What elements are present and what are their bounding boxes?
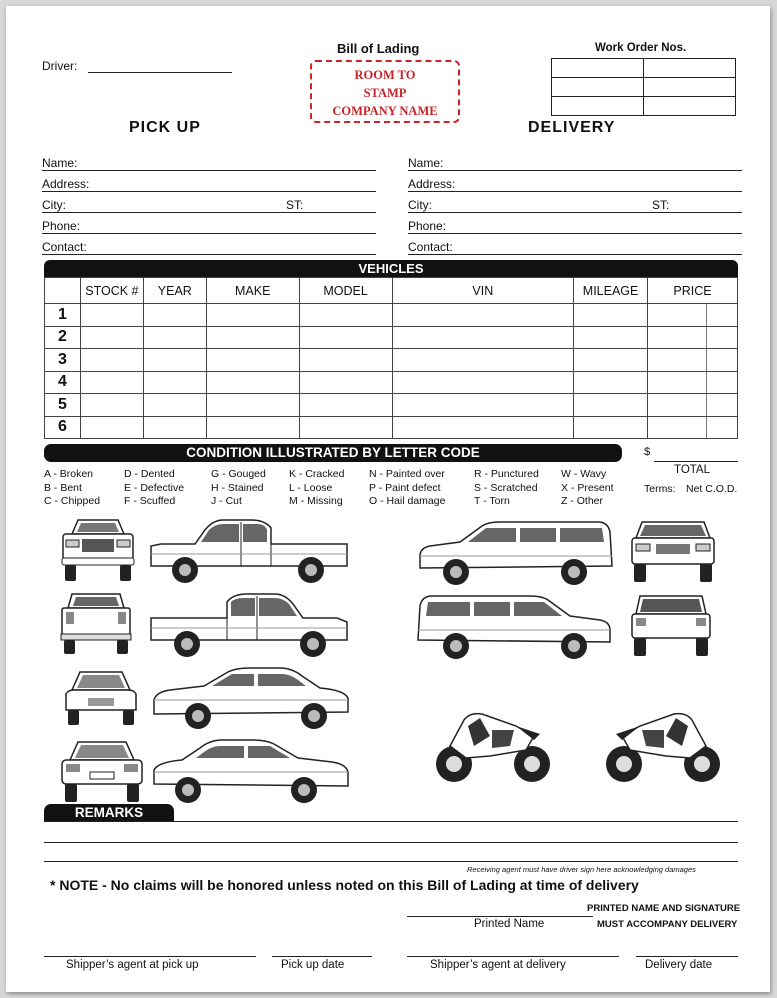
suv-side-view-icon bbox=[416, 518, 614, 588]
delivery-phone-label: Phone: bbox=[408, 219, 447, 233]
vehicle-cell[interactable] bbox=[574, 394, 648, 417]
pickup-heading: PICK UP bbox=[129, 119, 201, 136]
pickup-truck-front-view-icon bbox=[58, 516, 138, 584]
sedan-front-view-icon bbox=[62, 668, 140, 728]
condition-code-column bbox=[289, 468, 344, 509]
sedan-rear-view-icon bbox=[58, 738, 146, 806]
work-order-cell[interactable] bbox=[644, 78, 736, 97]
vehicle-cell[interactable] bbox=[206, 416, 299, 439]
work-order-cell[interactable] bbox=[552, 59, 644, 78]
terms-value: Net C.O.D. bbox=[686, 483, 738, 495]
condition-code: A - Broken bbox=[44, 468, 94, 480]
pickup-address-label: Address: bbox=[42, 177, 90, 191]
remarks-line[interactable] bbox=[44, 821, 738, 822]
vehicle-cell[interactable] bbox=[648, 349, 738, 372]
delivery-date-label: Delivery date bbox=[645, 959, 713, 971]
currency-symbol: $ bbox=[644, 446, 651, 458]
condition-heading: CONDITION ILLUSTRATED BY LETTER CODE bbox=[44, 444, 622, 462]
vehicle-cell[interactable] bbox=[299, 394, 392, 417]
vehicles-header-row bbox=[45, 278, 738, 304]
claims-note: * NOTE - No claims will be honored unless noted on this Bill of Lading at time of delivery bbox=[50, 877, 639, 893]
pickup-city-field[interactable] bbox=[42, 212, 376, 213]
delivery-date-field[interactable] bbox=[636, 956, 738, 957]
work-order-cell[interactable] bbox=[552, 97, 644, 116]
condition-code: C - Chipped bbox=[44, 495, 101, 507]
condition-code: R - Punctured bbox=[474, 468, 539, 480]
stamp-line: COMPANY NAME bbox=[332, 104, 438, 118]
pickup-phone-field[interactable] bbox=[42, 233, 376, 234]
pickup-phone-label: Phone: bbox=[42, 219, 81, 233]
delivery-phone-field[interactable] bbox=[408, 233, 742, 234]
vehicle-cell[interactable] bbox=[299, 416, 392, 439]
printed-name-label: Printed Name bbox=[474, 918, 545, 930]
work-order-cell[interactable] bbox=[644, 97, 736, 116]
vehicle-cell[interactable] bbox=[206, 349, 299, 372]
printed-name-notice: PRINTED NAME AND SIGNATURE bbox=[587, 903, 741, 914]
vehicle-cell[interactable] bbox=[574, 326, 648, 349]
vehicle-row bbox=[45, 349, 738, 372]
vehicle-cell[interactable] bbox=[143, 304, 206, 327]
suv-side-view-right-icon bbox=[416, 592, 614, 662]
column-header: MAKE bbox=[206, 278, 299, 304]
vehicle-cell[interactable] bbox=[648, 326, 738, 349]
condition-code: N - Painted over bbox=[369, 468, 445, 480]
delivery-st-label: ST: bbox=[652, 198, 670, 212]
delivery-name-label: Name: bbox=[408, 156, 444, 170]
shipper-delivery-label: Shipper’s agent at delivery bbox=[430, 959, 566, 971]
vehicle-row bbox=[45, 394, 738, 417]
remarks-line[interactable] bbox=[44, 861, 738, 862]
vehicle-cell[interactable] bbox=[143, 371, 206, 394]
vehicle-cell[interactable] bbox=[80, 394, 143, 417]
pickup-city-label: City: bbox=[42, 198, 66, 212]
column-header: YEAR bbox=[143, 278, 206, 304]
vehicle-row bbox=[45, 416, 738, 439]
vehicle-cell[interactable] bbox=[206, 394, 299, 417]
vehicle-cell[interactable] bbox=[648, 394, 738, 417]
vehicle-cell[interactable] bbox=[648, 304, 738, 327]
vehicle-cell[interactable] bbox=[299, 371, 392, 394]
vehicle-cell[interactable] bbox=[299, 304, 392, 327]
vehicle-cell[interactable] bbox=[574, 349, 648, 372]
column-header: VIN bbox=[392, 278, 574, 304]
row-number: 6 bbox=[45, 416, 81, 439]
vehicle-cell[interactable] bbox=[206, 304, 299, 327]
vehicle-row bbox=[45, 304, 738, 327]
vehicle-cell[interactable] bbox=[206, 371, 299, 394]
condition-code: W - Wavy bbox=[561, 468, 607, 480]
pickup-date-label: Pick up date bbox=[281, 959, 345, 971]
vehicle-cell[interactable] bbox=[299, 349, 392, 372]
condition-code: D - Dented bbox=[124, 468, 175, 480]
vehicle-cell[interactable] bbox=[80, 416, 143, 439]
driver-label: Driver: bbox=[42, 59, 78, 73]
pickup-date-field[interactable] bbox=[272, 956, 372, 957]
vehicle-cell[interactable] bbox=[143, 349, 206, 372]
vehicle-cell[interactable] bbox=[392, 371, 574, 394]
condition-code: P - Paint defect bbox=[369, 481, 441, 494]
condition-code-column bbox=[369, 468, 445, 509]
row-number: 1 bbox=[45, 304, 81, 327]
sedan-side-view-icon bbox=[150, 664, 352, 732]
row-number: 3 bbox=[45, 349, 81, 372]
form-title: Bill of Lading bbox=[337, 41, 420, 56]
work-order-grid bbox=[551, 58, 736, 116]
sedan-side-view-right-icon bbox=[150, 736, 352, 806]
company-stamp-area bbox=[310, 60, 460, 123]
stamp-line: STAMP bbox=[363, 86, 407, 100]
row-number-header bbox=[45, 278, 81, 304]
condition-code-column bbox=[474, 468, 539, 509]
condition-code: E - Defective bbox=[124, 481, 185, 494]
column-header: MILEAGE bbox=[574, 278, 648, 304]
pickup-name-field[interactable] bbox=[42, 170, 376, 171]
work-order-cell[interactable] bbox=[552, 78, 644, 97]
vehicle-cell[interactable] bbox=[574, 371, 648, 394]
receiving-agent-note: Receiving agent must have driver sign here acknowledging damages bbox=[467, 865, 696, 874]
printed-name-notice: MUST ACCOMPANY DELIVERY bbox=[597, 919, 738, 930]
condition-code-column bbox=[124, 468, 184, 509]
condition-code: K - Cracked bbox=[289, 468, 345, 480]
condition-code-column bbox=[211, 468, 266, 509]
condition-code: Z - Other bbox=[561, 495, 604, 507]
vehicle-cell[interactable] bbox=[80, 304, 143, 327]
condition-code: S - Scratched bbox=[474, 481, 538, 494]
pickup-truck-rear-view-icon bbox=[58, 590, 134, 656]
column-header: STOCK # bbox=[80, 278, 143, 304]
terms-label: Terms: bbox=[644, 483, 676, 495]
motorcycle-right-view-icon bbox=[600, 706, 726, 786]
shipper-delivery-signature-field[interactable] bbox=[407, 956, 619, 957]
printed-name-field[interactable] bbox=[407, 916, 593, 917]
vehicle-cell[interactable] bbox=[392, 416, 574, 439]
condition-code-column bbox=[44, 468, 100, 509]
vehicle-cell[interactable] bbox=[574, 416, 648, 439]
condition-code: B - Bent bbox=[44, 481, 82, 494]
condition-code: J - Cut bbox=[211, 495, 242, 507]
vehicle-cell[interactable] bbox=[80, 326, 143, 349]
shipper-pickup-signature-field[interactable] bbox=[44, 956, 256, 957]
vehicle-cell[interactable] bbox=[80, 349, 143, 372]
vehicle-cell[interactable] bbox=[143, 416, 206, 439]
vehicle-cell[interactable] bbox=[648, 371, 738, 394]
suv-rear-view-icon bbox=[628, 592, 714, 660]
vehicle-cell[interactable] bbox=[143, 326, 206, 349]
pickup-contact-field[interactable] bbox=[42, 254, 376, 255]
pickup-address-field[interactable] bbox=[42, 191, 376, 192]
vehicle-cell[interactable] bbox=[392, 394, 574, 417]
vehicle-cell[interactable] bbox=[299, 326, 392, 349]
condition-code: H - Stained bbox=[211, 481, 264, 494]
vehicle-cell[interactable] bbox=[648, 416, 738, 439]
row-number: 2 bbox=[45, 326, 81, 349]
condition-code: X - Present bbox=[561, 481, 614, 494]
vehicle-cell[interactable] bbox=[392, 349, 574, 372]
pickup-st-label: ST: bbox=[286, 198, 304, 212]
delivery-city-label: City: bbox=[408, 198, 432, 212]
work-order-label: Work Order Nos. bbox=[595, 42, 687, 54]
remarks-heading: REMARKS bbox=[44, 804, 174, 822]
remarks-line[interactable] bbox=[44, 842, 738, 843]
vehicle-cell[interactable] bbox=[143, 394, 206, 417]
vehicle-cell[interactable] bbox=[80, 371, 143, 394]
condition-code: F - Scuffed bbox=[124, 495, 176, 507]
pickup-truck-side-view-icon bbox=[147, 516, 352, 584]
motorcycle-left-view-icon bbox=[430, 706, 556, 786]
row-number: 4 bbox=[45, 371, 81, 394]
condition-code: G - Gouged bbox=[211, 468, 266, 480]
vehicles-table bbox=[44, 277, 738, 439]
delivery-contact-label: Contact: bbox=[408, 240, 453, 254]
condition-code: L - Loose bbox=[289, 481, 333, 494]
column-header: MODEL bbox=[299, 278, 392, 304]
vehicles-heading: VEHICLES bbox=[44, 260, 738, 278]
vehicle-cell[interactable] bbox=[392, 326, 574, 349]
driver-field[interactable] bbox=[88, 72, 232, 73]
vehicle-row bbox=[45, 371, 738, 394]
work-order-cell[interactable] bbox=[644, 59, 736, 78]
delivery-name-field[interactable] bbox=[408, 170, 742, 171]
condition-code-column bbox=[561, 468, 614, 509]
row-number: 5 bbox=[45, 394, 81, 417]
delivery-heading: DELIVERY bbox=[528, 119, 616, 136]
pickup-contact-label: Contact: bbox=[42, 240, 87, 254]
delivery-city-field[interactable] bbox=[408, 212, 742, 213]
delivery-address-label: Address: bbox=[408, 177, 456, 191]
total-label: TOTAL bbox=[674, 464, 710, 476]
condition-code: M - Missing bbox=[289, 495, 343, 507]
shipper-pickup-label: Shipper’s agent at pick up bbox=[66, 959, 199, 971]
pickup-name-label: Name: bbox=[42, 156, 78, 170]
total-field[interactable] bbox=[654, 461, 738, 462]
vehicle-row bbox=[45, 326, 738, 349]
vehicle-cell[interactable] bbox=[206, 326, 299, 349]
bill-of-lading-form bbox=[6, 6, 770, 992]
column-header: PRICE bbox=[648, 278, 738, 304]
condition-code: T - Torn bbox=[474, 495, 510, 507]
vehicle-cell[interactable] bbox=[392, 304, 574, 327]
suv-front-view-icon bbox=[628, 518, 718, 588]
vehicle-cell[interactable] bbox=[574, 304, 648, 327]
pickup-truck-side-view-right-icon bbox=[147, 590, 352, 658]
delivery-contact-field[interactable] bbox=[408, 254, 742, 255]
delivery-address-field[interactable] bbox=[408, 191, 742, 192]
stamp-line: ROOM TO bbox=[354, 68, 416, 82]
condition-code: O - Hail damage bbox=[369, 495, 446, 507]
